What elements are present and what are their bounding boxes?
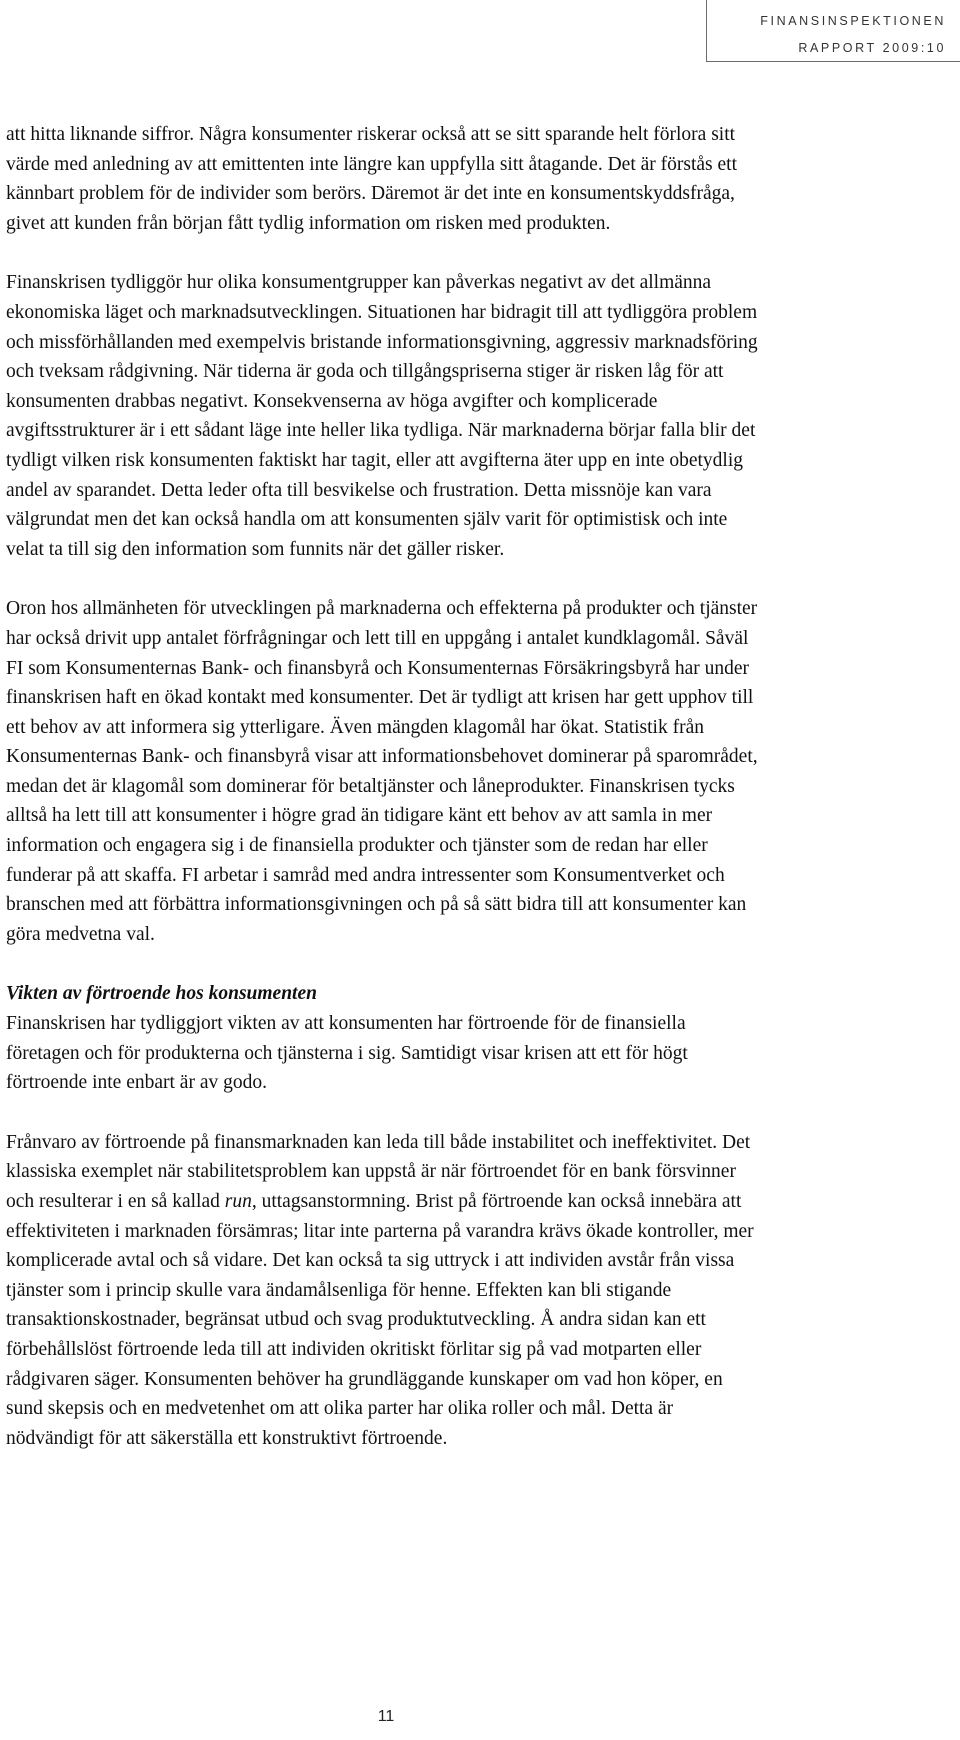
header-organization: FINANSINSPEKTIONEN: [760, 14, 946, 28]
paragraph-4: Finanskrisen har tydliggjort vikten av att konsumenten har förtroende för de finansiella företagen och för produkterna och tjänsterna i sig. Samtidigt visar krisen att ett för högt förtroende inte enbart är av godo.: [6, 1013, 688, 1094]
paragraph-5-italic-term: run: [224, 1191, 252, 1212]
paragraph-1: att hitta liknande siffror. Några konsumenter riskerar också att se sitt sparande helt förlora sitt värde med anledning av att emittenten inte längre kan uppfylla sitt åtagande. Det är förstås ett kännbart problem för de individer som berörs. Däremot är det inte en konsumentskyddsfråga, givet att kunden från början fått tydlig information om risken med produkten.: [6, 124, 737, 234]
paragraph-2: Finanskrisen tydliggör hur olika konsumentgrupper kan påverkas negativt av det allmänna ekonomiska läget och marknadsutvecklingen. Situationen har bidragit till att tydliggöra problem och missförhållanden med exempelvis bristande informationsgivning, aggressiv marknadsföring och tveksam rådgivning. När tiderna är goda och tillgångspriserna stiger är risken låg för att konsumenten drabbas negativt. Konsekvenserna av höga avgifter och komplicerade avgiftsstrukturer är i ett sådant läge inte heller lika tydliga. När marknaderna börjar falla blir det tydligt vilken risk konsumenten faktiskt har tagit, eller att avgifterna äter upp en inte obetydlig andel av sparandet. Detta leder ofta till besvikelse och frustration. Detta missnöje kan vara välgrundat men det kan också handla om att konsumenten själv varit för optimistisk och inte velat ta till sig den information som funnits när det gäller risker.: [6, 272, 758, 560]
document-body: [6, 120, 758, 1453]
page-number: 11: [377, 1708, 395, 1725]
paragraph-5-text-start: Frånvaro av förtroende på finansmarknaden kan leda till både instabilitet och ineffektivitet. Det klassiska exemplet när stabilitetsproblem kan uppstå är när förtroendet för en bank försvinner och resulterar i en så kallad: [6, 1131, 751, 1212]
header-report-number: RAPPORT 2009:10: [798, 41, 946, 55]
paragraph-5: [6, 1128, 758, 1454]
paragraph-3: Oron hos allmänheten för utvecklingen på marknaderna och effekterna på produkter och tjänster har också drivit upp antalet förfrågningar och lett till en uppgång i antalet kundklagomål. Såväl FI som Konsumenternas Bank- och finansbyrå och Konsumenternas Försäkringsbyrå har under finanskrisen haft en ökad kontakt med konsumenter. Det är tydligt att krisen har gett upphov till ett behov av att informera sig ytterligare. Även mängden klagomål har ökat. Statistik från Konsumenternas Bank- och finansbyrå visar att informationsbehovet dominerar på sparområdet, medan det är klagomål som dominerar för betaltjänster och låneprodukter. Finanskrisen tycks alltså ha lett till att konsumenter i högre grad än tidigare känt ett behov av att samla in mer information och engagera sig i de finansiella produkter och tjänster som de redan har eller funderar på att skaffa. FI arbetar i samråd med andra intressenter som Konsumentverket och branschen med att förbättra informationsgivningen och på så sätt bidra till att konsumenter kan göra medvetna val.: [6, 598, 758, 945]
report-header: [706, 0, 960, 62]
paragraph-5-text-end: , uttagsanstormning. Brist på förtroende kan också innebära att effektiviteten i marknaden försämras; litar inte parterna på varandra krävs ökade kontroller, mer komplicerade avtal och så vidare. Det kan också ta sig uttryck i att individen avstår från vissa tjänster som i princip skulle vara ändamålsenliga för henne. Effekten kan bli stigande transaktionskostnader, begränsat utbud och svag produktutveckling. Å andra sidan kan ett förbehållslöst förtroende leda till att individen okritiskt förlitar sig på vad motparten eller rådgivaren säger. Konsumenten behöver ha grundläggande kunskaper om vad hon köper, en sund skepsis och en medvetenhet om att olika parter har olika roller och mål. Detta är nödvändigt för att säkerställa ett konstruktivt förtroende.: [6, 1191, 754, 1449]
section-heading: Vikten av förtroende hos konsumenten: [6, 983, 317, 1005]
